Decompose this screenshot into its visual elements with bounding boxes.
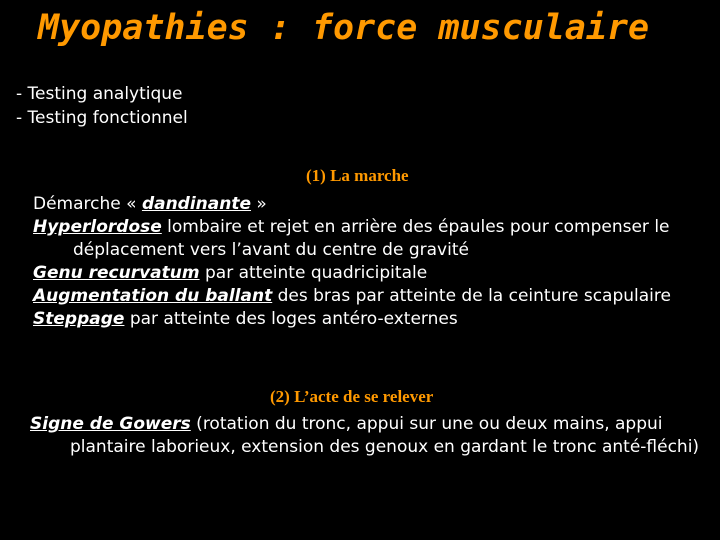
bullet-list <box>16 82 188 130</box>
marche-list <box>33 193 713 331</box>
item-text: par atteinte des loges antéro-externes <box>124 309 458 329</box>
item-term: Genu recurvatum <box>33 263 200 283</box>
slide-title: Myopathies : force musculaire <box>38 8 650 48</box>
section-heading-marche: (1) La marche <box>306 166 409 185</box>
item-text: (rotation du tronc, appui sur une ou deux mains, appui plantaire laborieux, extension des genoux en gardant le tronc anté-fléchi) <box>70 414 700 457</box>
list-item <box>30 413 710 459</box>
item-term: Steppage <box>33 309 125 329</box>
item-term: Hyperlordose <box>33 217 162 237</box>
section-heading-relever: (2) L’acte de se relever <box>270 387 434 406</box>
list-item <box>33 285 713 308</box>
item-prefix: Démarche « <box>33 194 142 214</box>
bullet-item: - Testing analytique <box>16 84 183 104</box>
item-text: des bras par atteinte de la ceinture scapulaire <box>272 286 671 306</box>
list-item <box>33 216 713 262</box>
item-text: lombaire et rejet en arrière des épaules pour compenser le déplacement vers l’avant du centre de gravité <box>73 217 670 260</box>
item-term: Augmentation du ballant <box>33 286 273 306</box>
list-item <box>33 308 713 331</box>
bullet-item: - Testing fonctionnel <box>16 108 188 128</box>
item-term: Signe de Gowers <box>30 414 191 434</box>
relever-text <box>30 413 710 459</box>
list-item <box>33 262 713 285</box>
item-text: par atteinte quadricipitale <box>199 263 428 283</box>
list-item <box>33 193 713 216</box>
item-text: » <box>251 194 267 214</box>
item-term: dandinante <box>141 194 252 214</box>
